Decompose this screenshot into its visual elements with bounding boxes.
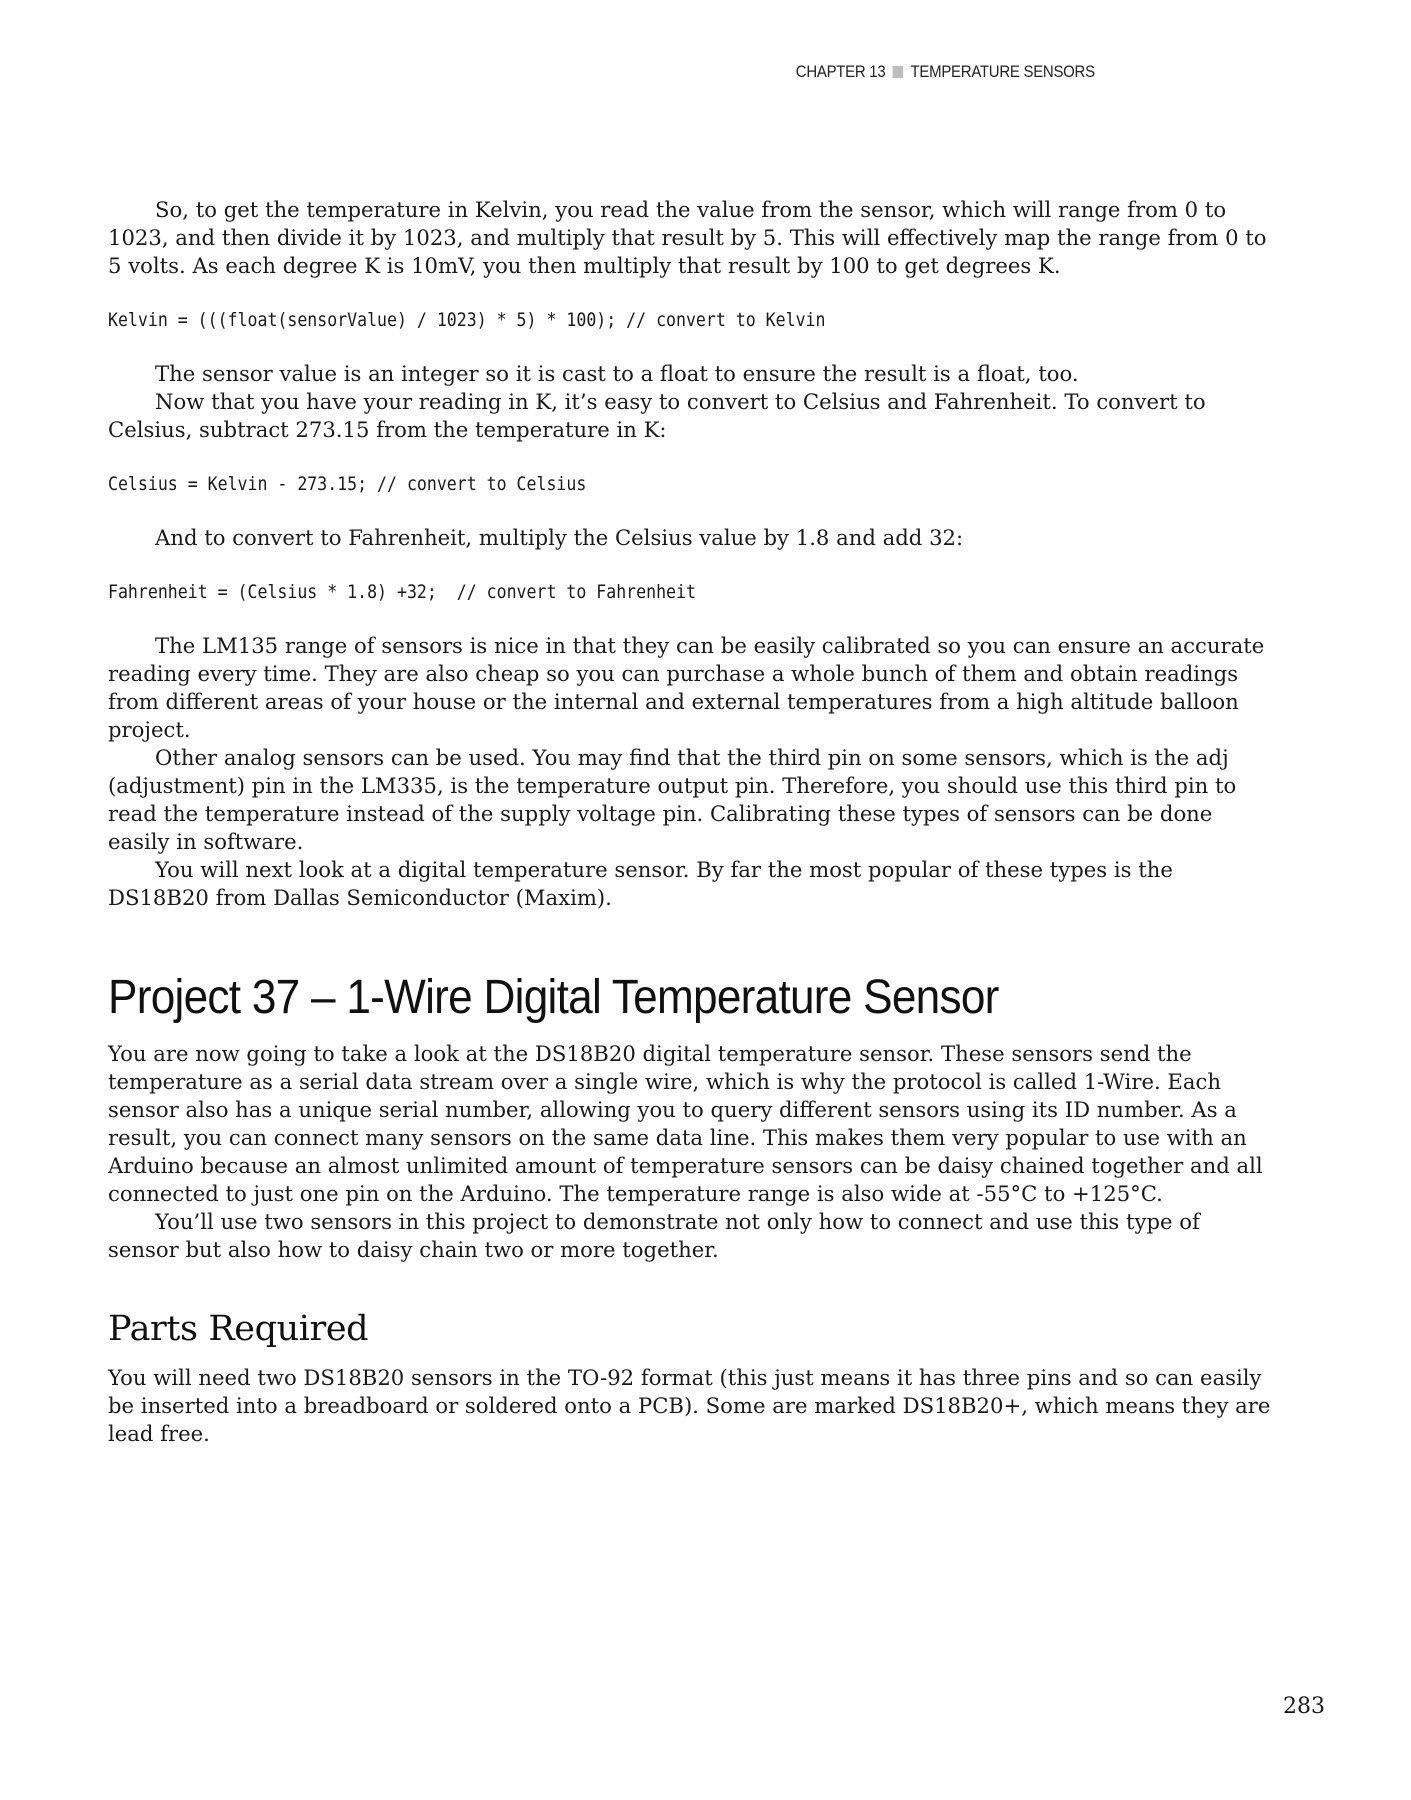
paragraph-two-sensors: You’ll use two sensors in this project to demonstrate not only how to connect and use this type of sensor but also how to daisy chain two or more together. bbox=[108, 1210, 1200, 1263]
code-fahrenheit: Fahrenheit = (Celsius * 1.8) +32; // convert to Fahrenheit bbox=[108, 582, 696, 603]
paragraph-convert-fahrenheit: And to convert to Fahrenheit, multiply the Celsius value by 1.8 and add 32: bbox=[155, 526, 964, 551]
paragraph-lm135: The LM135 range of sensors is nice in that they can be easily calibrated so you can ensure an accurate reading every time. They are also cheap so you can purchase a whole bunch of them and obtain readings from different areas of your house or the internal and external temperatures from a high altitude balloon project. bbox=[108, 634, 1265, 743]
running-header bbox=[796, 62, 1095, 82]
project-heading: Project 37 – 1-Wire Digital Temperature Sensor bbox=[108, 971, 999, 1024]
parts-required-heading: Parts Required bbox=[108, 1309, 369, 1349]
header-separator-square bbox=[893, 66, 904, 78]
code-celsius: Celsius = Kelvin - 273.15; // convert to Celsius bbox=[108, 474, 587, 495]
paragraph-ds18b20-intro: You are now going to take a look at the DS18B20 digital temperature sensor. These sensors send the temperature as a serial data stream over a single wire, which is why the protocol is called 1-Wire. Each sensor also has a unique serial number, allowing you to query different sensors using its ID number. As a result, you can connect many sensors on the same data line. This makes them very popular to use with an Arduino because an almost unlimited amount of temperature sensors can be daisy chained together and all connected to just one pin on the Arduino. The temperature range is also wide at -55°C to +125°C. bbox=[108, 1042, 1263, 1207]
paragraph-digital-sensor: You will next look at a digital temperature sensor. By far the most popular of these types is the DS18B20 from Dallas Semiconductor (Maxim). bbox=[108, 858, 1173, 911]
paragraph-kelvin-explanation: So, to get the temperature in Kelvin, you read the value from the sensor, which will range from 0 to 1023, and then divide it by 1023, and multiply that result by 5. This will effectively map the range from 0 to 5 volts. As each degree K is 10mV, you then multiply that result by 100 to get degrees K. bbox=[108, 198, 1267, 279]
paragraph-parts: You will need two DS18B20 sensors in the TO-92 format (this just means it has three pins and so can easily be inserted into a breadboard or soldered onto a PCB). Some are marked DS18B20+, which means they are lead free. bbox=[108, 1366, 1271, 1447]
paragraph-analog-sensors: Other analog sensors can be used. You may find that the third pin on some sensors, which is the adj (adjustment) pin in the LM335, is the temperature output pin. Therefore, you should use this third pin to read the temperature instead of the supply voltage pin. Calibrating these types of sensors can be done easily in software. bbox=[108, 746, 1237, 855]
page-body bbox=[108, 197, 1278, 1449]
code-kelvin: Kelvin = (((float(sensorValue) / 1023) * 5) * 100); // convert to Kelvin bbox=[108, 310, 826, 331]
chapter-label: CHAPTER 13 bbox=[795, 62, 886, 81]
paragraph-convert-celsius: Now that you have your reading in K, it’s easy to convert to Celsius and Fahrenheit. To convert to Celsius, subtract 273.15 from the temperature in K: bbox=[108, 390, 1206, 443]
paragraph-cast-float: The sensor value is an integer so it is cast to a float to ensure the result is a float, too. bbox=[155, 362, 1079, 387]
page-number: 283 bbox=[1283, 1694, 1325, 1719]
chapter-title: TEMPERATURE SENSORS bbox=[910, 62, 1095, 81]
